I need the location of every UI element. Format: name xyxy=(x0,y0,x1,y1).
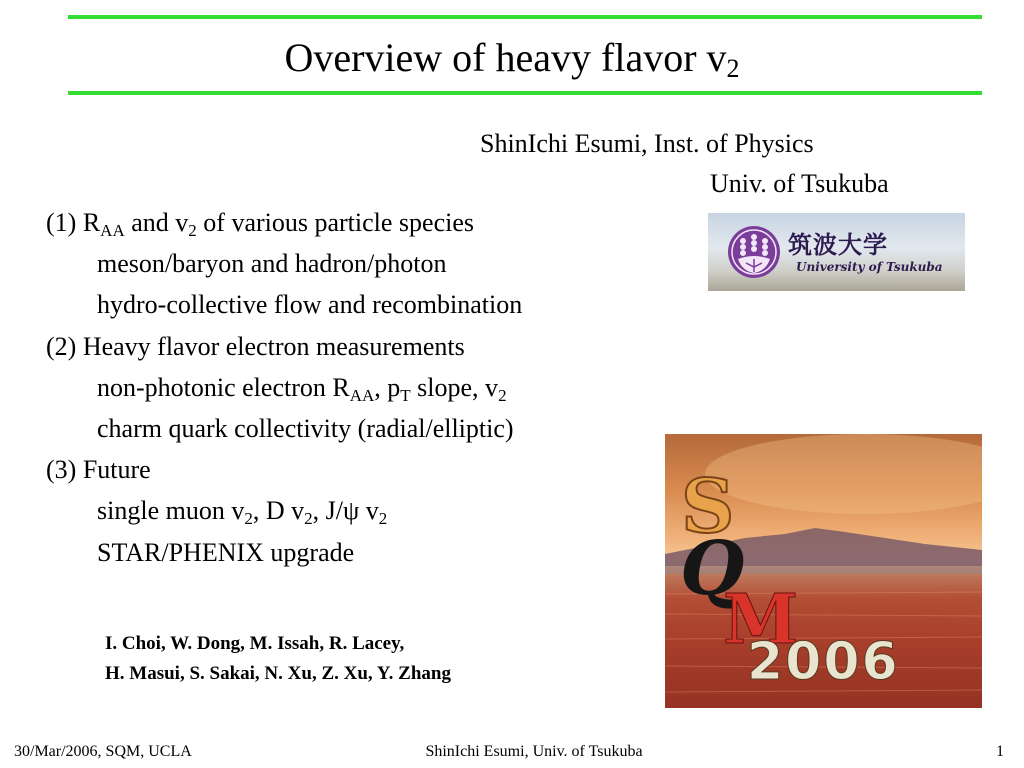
author-affiliation-line: Univ. of Tsukuba xyxy=(710,169,889,198)
paulownia-crest-icon xyxy=(728,223,780,281)
outline-text: , J/ψ v xyxy=(312,496,379,526)
outline-item-1 xyxy=(46,202,522,243)
outline-subscript: 2 xyxy=(498,385,507,405)
outline-subscript: 2 xyxy=(304,509,313,529)
university-logo xyxy=(708,213,965,291)
slide-title-subscript: 2 xyxy=(726,54,740,83)
credits-line-1: I. Choi, W. Dong, M. Issah, R. Lacey, xyxy=(105,633,405,654)
outline-text: single muon v xyxy=(97,496,245,526)
credits-line-2: H. Masui, S. Sakai, N. Xu, Z. Xu, Y. Zhang xyxy=(105,663,451,684)
author-block xyxy=(480,124,889,204)
outline-item-2-line-2 xyxy=(46,367,522,408)
slide-title-text: Overview of heavy flavor v xyxy=(284,35,727,80)
outline-subscript: 2 xyxy=(244,509,253,529)
logo-english: University of Tsukuba xyxy=(796,260,943,274)
outline-text: , D v xyxy=(252,496,305,526)
outline-item-1-line-2: meson/baryon and hadron/photon xyxy=(97,249,447,279)
outline-item-2: (2) Heavy flavor electron measurements xyxy=(46,331,465,361)
outline-text: slope, v xyxy=(410,372,499,402)
collaborator-credits xyxy=(105,629,451,689)
outline-text: , p xyxy=(374,372,401,402)
logo-kanji: 筑波大学 xyxy=(788,231,888,259)
outline-subscript: T xyxy=(400,385,411,405)
sqm-conference-image xyxy=(665,434,982,708)
title-rule-top xyxy=(68,15,982,19)
outline-item-3-line-2 xyxy=(46,490,522,531)
outline-item-2-line-3: charm quark collectivity (radial/elliptic) xyxy=(97,414,514,444)
footer-author: ShinIchi Esumi, Univ. of Tsukuba xyxy=(425,743,643,760)
outline-text: of various particle species xyxy=(196,208,475,237)
sqm-letter-q: Q xyxy=(680,526,745,612)
slide-title xyxy=(0,33,1024,83)
title-rule-bottom xyxy=(68,91,982,95)
footer-date-venue: 30/Mar/2006, SQM, UCLA xyxy=(14,743,192,760)
outline-subscript: AA xyxy=(100,221,125,240)
outline-subscript: AA xyxy=(349,385,375,405)
outline-item-1-line-3: hydro-collective flow and recombination xyxy=(97,290,523,320)
outline-subscript: 2 xyxy=(188,221,197,240)
sqm-letter-s: S xyxy=(681,464,735,550)
outline-subscript: 2 xyxy=(378,509,388,529)
outline-item-3: (3) Future xyxy=(46,455,151,485)
sqm-year: 2006 xyxy=(747,632,900,692)
outline-item-3-line-3: STAR/PHENIX upgrade xyxy=(97,537,355,567)
outline-text: and v xyxy=(124,208,189,237)
author-name-line: ShinIchi Esumi, Inst. of Physics xyxy=(480,129,814,158)
outline-list xyxy=(46,202,522,573)
footer-page-number: 1 xyxy=(996,743,1004,760)
outline-text: (1) R xyxy=(46,208,101,237)
outline-text: non-photonic electron R xyxy=(97,372,350,402)
sqm-letter-m: M xyxy=(723,580,799,660)
